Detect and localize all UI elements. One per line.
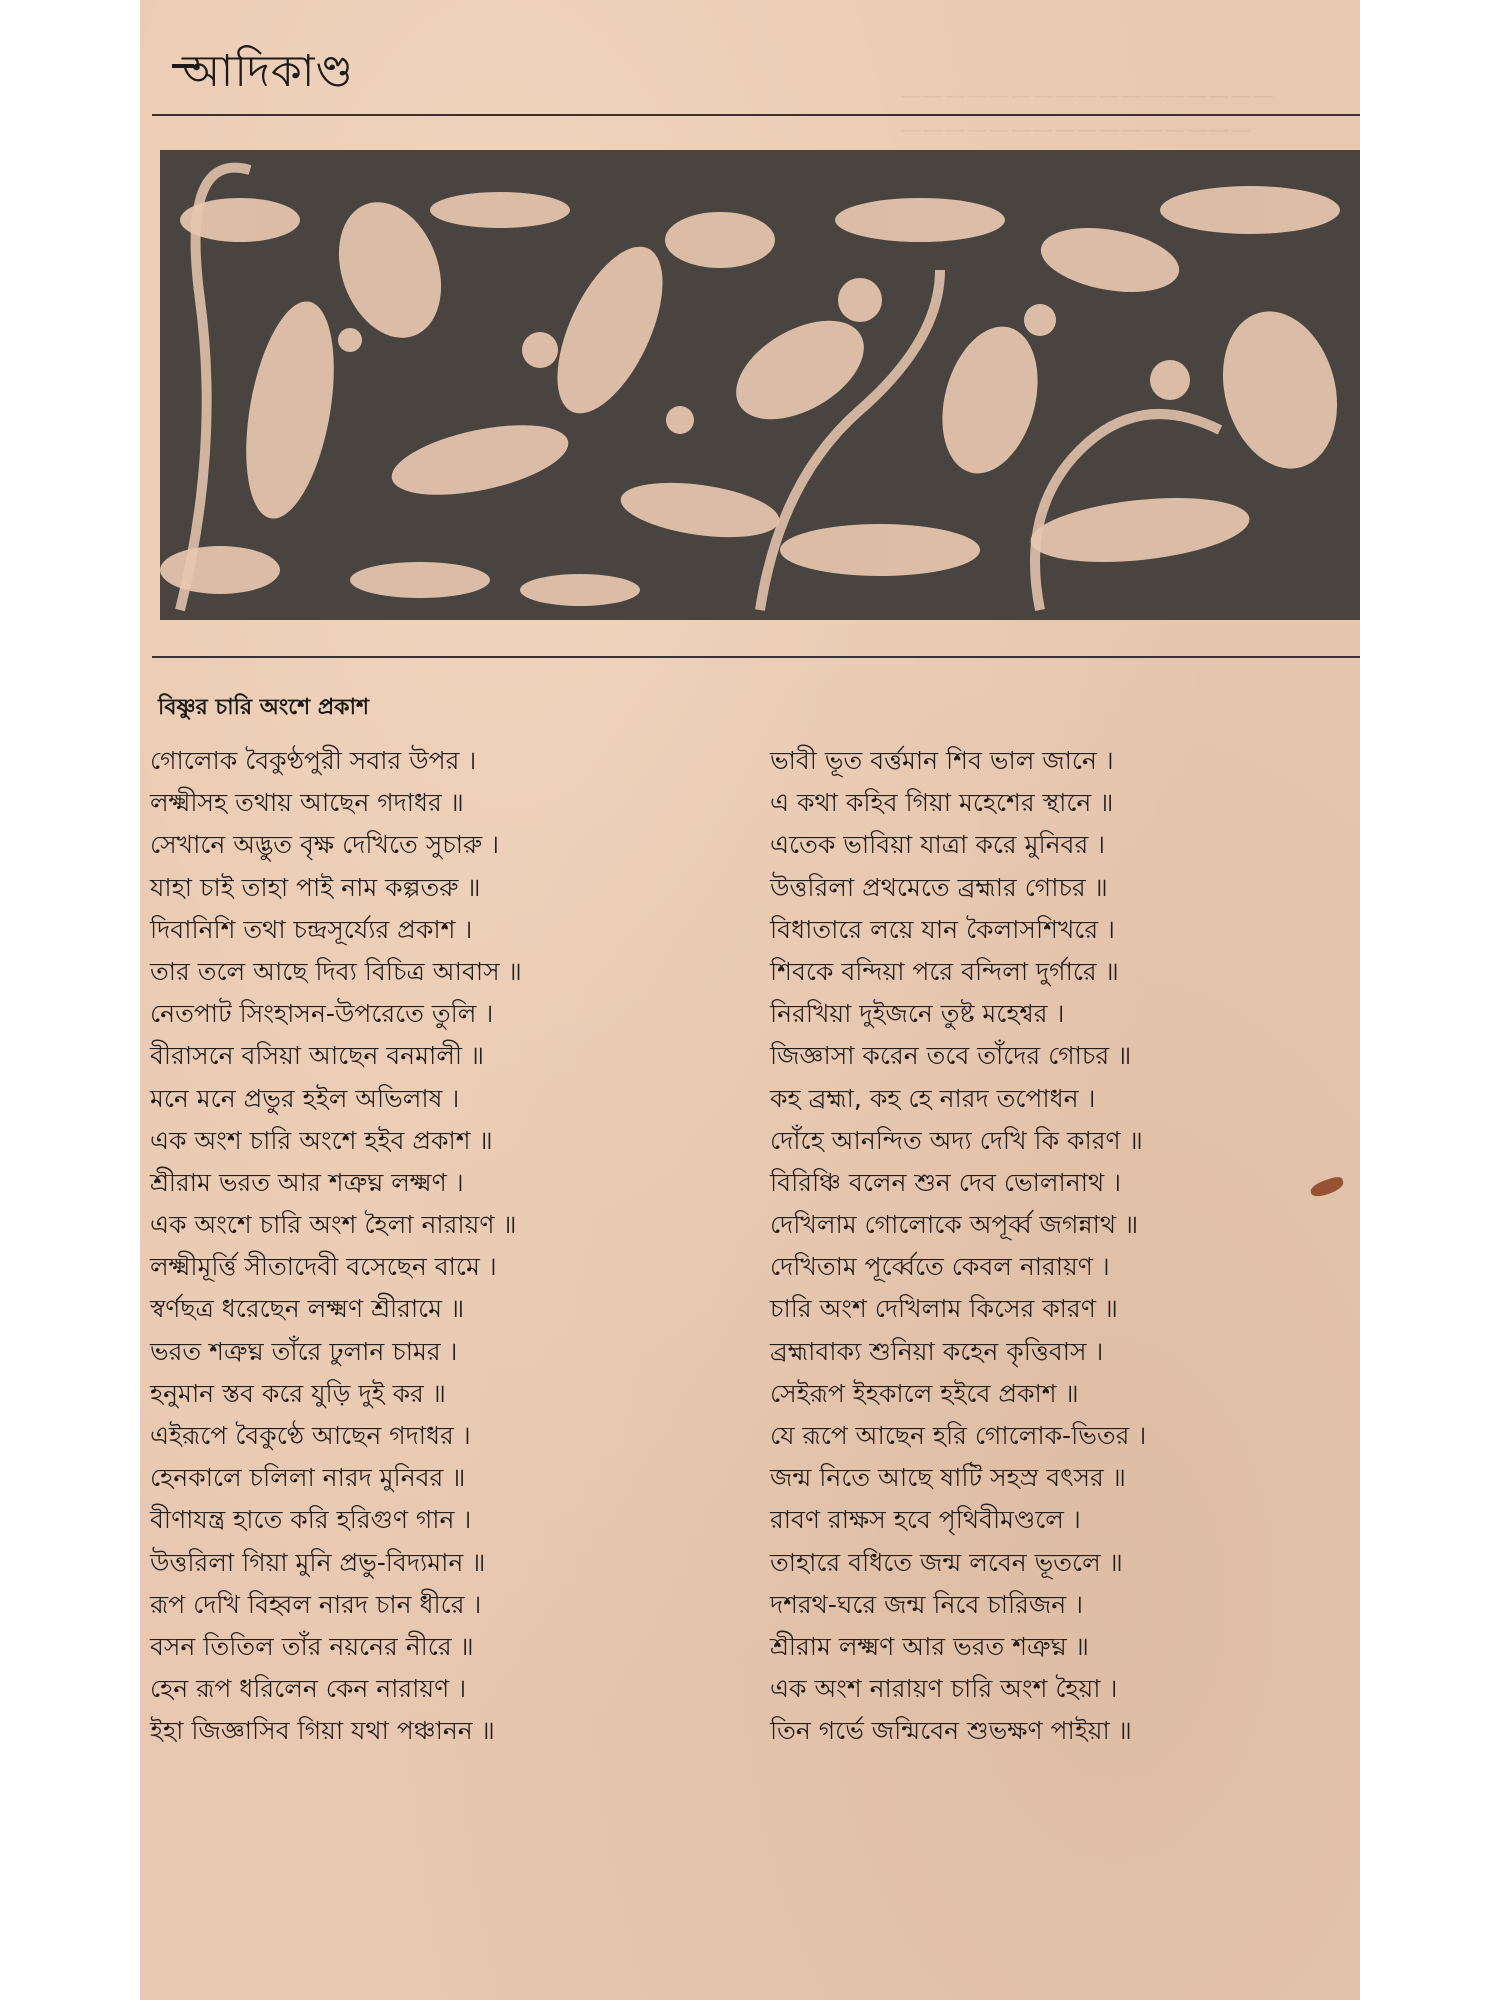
verse-line: শিবকে বন্দিয়া পরে বন্দিলা দুর্গারে ॥ xyxy=(770,956,1119,986)
verse-line: কহ ব্রহ্মা, কহ হে নারদ তপোধন । xyxy=(770,1083,1096,1113)
verse-line: চারি অংশ দেখিলাম কিসের কারণ ॥ xyxy=(770,1294,1118,1324)
bottom-rule xyxy=(152,656,1360,658)
verse-line: এক অংশ নারায়ণ চারি অংশ হৈয়া । xyxy=(770,1674,1118,1704)
verse-line: জন্ম নিতে আছে ষাটি সহস্র বৎসর ॥ xyxy=(770,1463,1126,1493)
decorative-woodcut-banner xyxy=(160,150,1360,620)
verse-line: ব্রহ্মাবাক্য শুনিয়া কহেন কৃত্তিবাস । xyxy=(770,1336,1104,1366)
verse-line: নেতপাট সিংহাসন-উপরেতে তুলি । xyxy=(150,999,494,1029)
verse-line: শ্রীরাম ভরত আর শত্রুঘ্ন লক্ষ্মণ । xyxy=(150,1167,464,1197)
verse-line: বসন তিতিল তাঁর নয়নের নীরে ॥ xyxy=(150,1631,474,1661)
verse-line: শ্রীরাম লক্ষ্মণ আর ভরত শত্রুঘ্ন ॥ xyxy=(770,1631,1089,1661)
verse-line: এইরূপে বৈকুণ্ঠে আছেন গদাধর । xyxy=(150,1421,471,1450)
book-page xyxy=(140,0,1360,2000)
verse-line: বীণাযন্ত্র হাতে করি হরিগুণ গান । xyxy=(150,1505,472,1535)
verse-line: জিজ্ঞাসা করেন তবে তাঁদের গোচর ॥ xyxy=(770,1041,1132,1071)
verse-line: দোঁহে আনন্দিত অদ্য দেখি কি কারণ ॥ xyxy=(770,1125,1143,1155)
verse-line: তিন গর্ভে জন্মিবেন শুভক্ষণ পাইয়া ॥ xyxy=(770,1716,1132,1746)
verse-line: নিরখিয়া দুইজনে তুষ্ট মহেশ্বর । xyxy=(770,999,1065,1029)
top-rule xyxy=(152,114,1360,116)
verse-line: রাবণ রাক্ষস হবে পৃথিবীমণ্ডলে । xyxy=(770,1505,1081,1535)
verse-line: সেখানে অদ্ভুত বৃক্ষ দেখিতে সুচারু । xyxy=(150,830,500,860)
verse-line: উত্তরিলা গিয়া মুনি প্রভু-বিদ্যমান ॥ xyxy=(150,1547,486,1577)
show-through-text: ————————————————— ———————————————— xyxy=(900,84,1274,143)
verse-line: সেইরূপ ইহকালে হইবে প্রকাশ ॥ xyxy=(770,1378,1079,1408)
verse-line: গোলোক বৈকুণ্ঠপুরী সবার উপর । xyxy=(150,746,477,775)
verse-line: দেখিলাম গোলোকে অপূর্ব্ব জগন্নাথ ॥ xyxy=(770,1210,1139,1240)
verse-line: এক অংশে চারি অংশ হৈলা নারায়ণ ॥ xyxy=(150,1210,517,1240)
verse-line: দেখিতাম পূর্ব্বেতে কেবল নারায়ণ । xyxy=(770,1252,1110,1282)
verse-line: বিরিঞ্চি বলেন শুন দেব ভোলানাথ । xyxy=(770,1167,1122,1197)
verse-line: দশরথ-ঘরে জন্ম নিবে চারিজন । xyxy=(770,1589,1084,1619)
verse-line: উত্তরিলা প্রথমেতে ব্রহ্মার গোচর ॥ xyxy=(770,872,1108,902)
verse-line: যে রূপে আছেন হরি গোলোক-ভিতর । xyxy=(770,1421,1147,1450)
verse-line: তাহারে বধিতে জন্ম লবেন ভূতলে ॥ xyxy=(770,1547,1123,1577)
verse-line: ভাবী ভূত বর্ত্তমান শিব ভাল জানে । xyxy=(770,746,1114,775)
verse-line: এতেক ভাবিয়া যাত্রা করে মুনিবর । xyxy=(770,830,1106,860)
verse-line: দিবানিশি তথা চন্দ্রসূর্য্যের প্রকাশ । xyxy=(150,914,473,944)
verse-line: হেন রূপ ধরিলেন কেন নারায়ণ । xyxy=(150,1674,467,1704)
verse-line: এ কথা কহিব গিয়া মহেশের স্থানে ॥ xyxy=(770,788,1114,818)
verse-line: তার তলে আছে দিব্য বিচিত্র আবাস ॥ xyxy=(150,956,522,986)
verse-line: হনুমান স্তব করে যুড়ি দুই কর ॥ xyxy=(150,1378,446,1408)
verse-line: লক্ষ্মীমূর্ত্তি সীতাদেবী বসেছেন বামে । xyxy=(150,1252,497,1282)
verse-line: লক্ষ্মীসহ তথায় আছেন গদাধর ॥ xyxy=(150,788,464,818)
verse-line: ইহা জিজ্ঞাসিব গিয়া যথা পঞ্চানন ॥ xyxy=(150,1716,495,1746)
verse-column-right xyxy=(770,740,1360,1753)
verse-line: বীরাসনে বসিয়া আছেন বনমালী ॥ xyxy=(150,1041,485,1071)
section-heading: বিষ্ণুর চারি অংশে প্রকাশ xyxy=(158,695,369,720)
chapter-title: আদিকাণ্ড xyxy=(182,46,354,97)
verse-line: বিধাতারে লয়ে যান কৈলাসশিখরে । xyxy=(770,914,1115,944)
verse-line: মনে মনে প্রভুর হইল অভিলাষ । xyxy=(150,1083,460,1113)
verse-line: স্বর্ণছত্র ধরেছেন লক্ষ্মণ শ্রীরামে ॥ xyxy=(150,1294,465,1324)
verse-line: যাহা চাই তাহা পাই নাম কল্পতরু ॥ xyxy=(150,872,481,902)
verse-line: এক অংশ চারি অংশে হইব প্রকাশ ॥ xyxy=(150,1125,493,1155)
verse-line: রূপ দেখি বিহ্বল নারদ চান ধীরে । xyxy=(150,1589,482,1619)
verse-line: ভরত শত্রুঘ্ন তাঁরে ঢুলান চামর । xyxy=(150,1336,458,1366)
verse-line: হেনকালে চলিলা নারদ মুনিবর ॥ xyxy=(150,1463,466,1493)
verse-column-left xyxy=(150,740,710,1753)
